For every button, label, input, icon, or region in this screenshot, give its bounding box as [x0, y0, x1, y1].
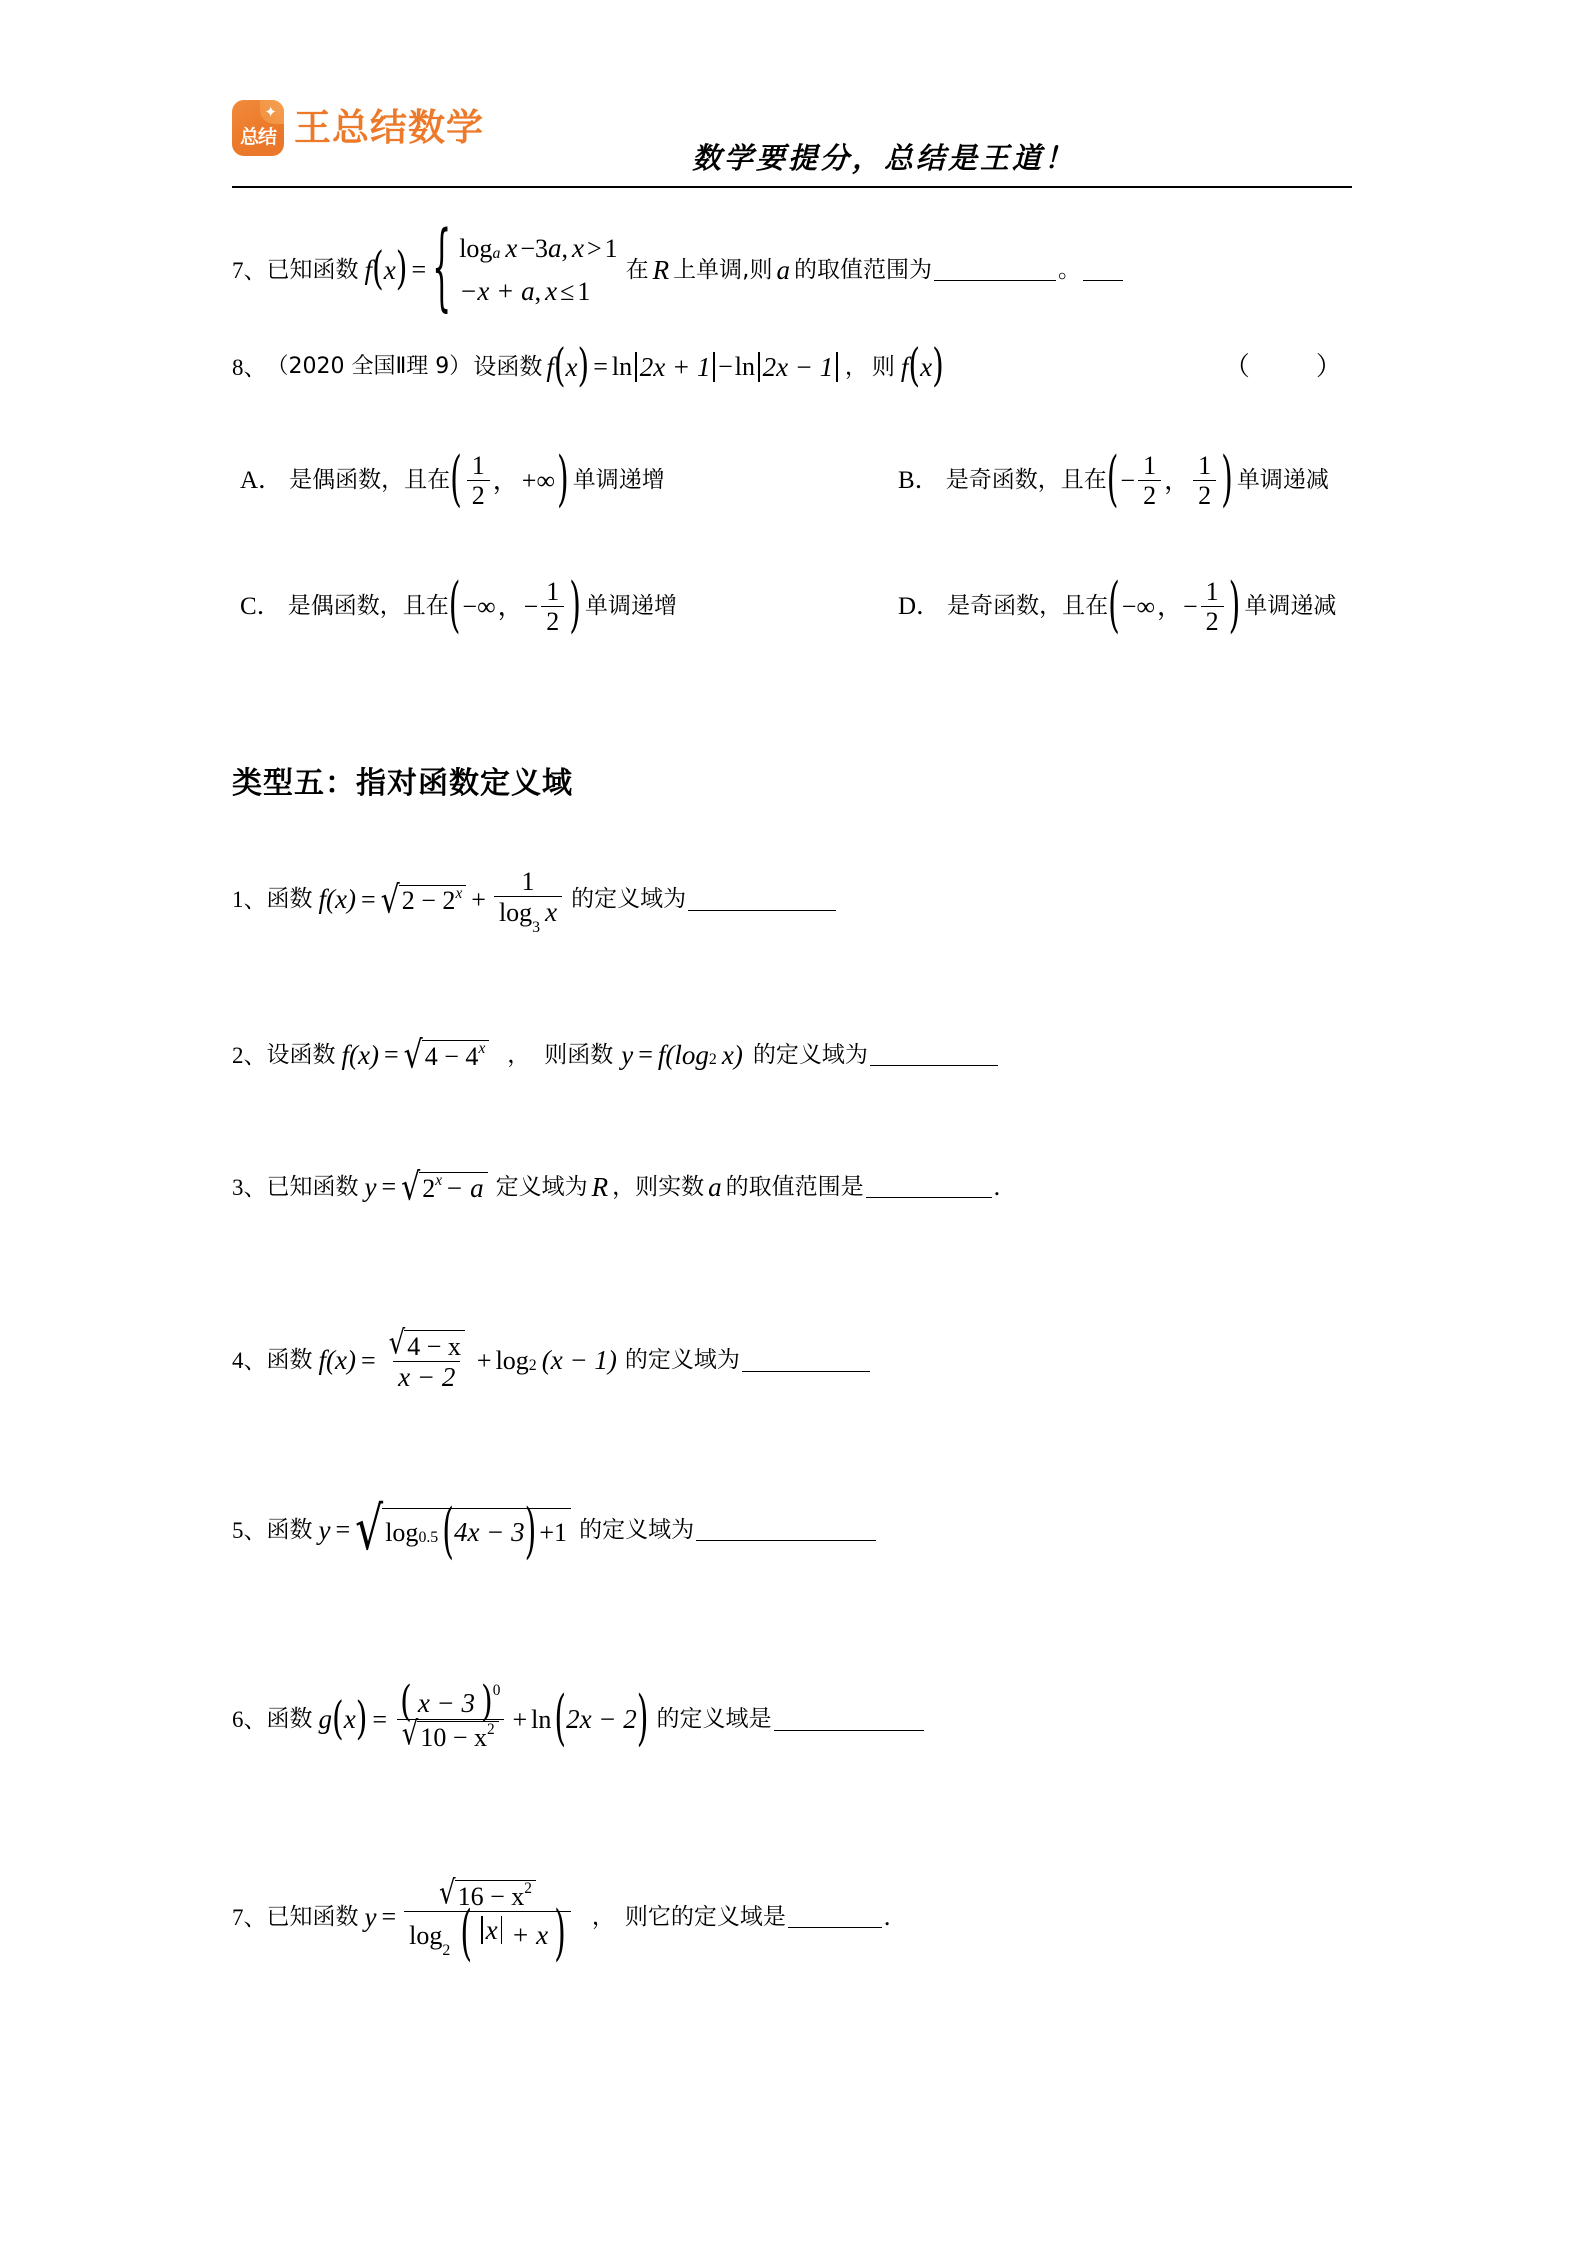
d2-exponent: x	[478, 1039, 486, 1057]
denominator: 2	[541, 606, 564, 635]
d1-number: 1、	[232, 887, 267, 913]
d1-function: f(x)	[318, 884, 356, 915]
interval-separator: ，	[1156, 591, 1183, 621]
case2-cond-value: 1	[577, 276, 591, 306]
question-8-number: 8、	[232, 354, 267, 380]
paren-open: (	[332, 1692, 344, 1746]
d2-y: y	[621, 1039, 634, 1070]
radical-icon: √	[401, 1716, 419, 1754]
d2-answer-blank[interactable]	[870, 1044, 998, 1066]
equals-sign: =	[360, 1345, 376, 1375]
log-argument: x	[545, 897, 558, 928]
equals-sign: =	[381, 1172, 397, 1201]
case1-cond-var: x	[572, 233, 584, 263]
f-argument-group	[553, 340, 590, 393]
option-d-trend: 单调递减	[1244, 593, 1337, 620]
case2-cond-var: x	[545, 276, 558, 306]
log-operator: log	[459, 233, 493, 263]
equals-sign-2: =	[638, 1040, 653, 1069]
minus-operator: −	[718, 352, 733, 381]
d6-num-expr: x − 3	[417, 1688, 476, 1718]
function-symbol-f: f	[364, 254, 373, 285]
option-a-label: A．	[240, 467, 284, 495]
d6-tail: 的定义域是	[656, 1706, 772, 1733]
d2-composite-arg: x)	[721, 1039, 743, 1070]
fraction-one-half-upper	[1193, 452, 1216, 510]
d2-comma: ，	[507, 1041, 531, 1068]
option-a-trend: 单调递增	[572, 467, 665, 494]
denominator: 2	[1201, 606, 1224, 635]
d2-function: f(x)	[341, 1039, 379, 1070]
d2-radicand: 4 − 4	[424, 1041, 479, 1071]
numerator: 1	[1198, 451, 1212, 480]
log-operator: log	[385, 1517, 419, 1547]
d1-fraction	[494, 867, 562, 937]
case2-expression: −x + a	[459, 276, 535, 306]
paren-open: (	[553, 340, 566, 393]
paren-close: )	[395, 243, 408, 296]
real-set-R: R	[591, 1171, 609, 1202]
d2-sqrt	[403, 1033, 490, 1078]
equals-sign: =	[335, 1515, 351, 1544]
d6-answer-blank[interactable]	[774, 1709, 924, 1731]
question-8-option-d[interactable]	[898, 570, 1337, 641]
q8-answer-brackets[interactable]: （ ）	[1223, 352, 1362, 381]
section-heading: 类型五：指对函数定义域	[232, 766, 573, 801]
question-8-lead: 设函数	[473, 353, 543, 380]
d7-num-exponent: 2	[524, 1879, 532, 1897]
paren-close: )	[554, 1899, 566, 1970]
d6-number: 6、	[232, 1707, 267, 1733]
d6-den-exponent: 2	[487, 1720, 495, 1738]
d6-lead: 函数	[266, 1706, 313, 1733]
d5-plus-one: +1	[539, 1517, 568, 1547]
question-8-option-a[interactable]	[240, 444, 665, 515]
d6-function-g: g	[318, 1704, 332, 1735]
option-b-parity: 是奇函数，且在	[945, 467, 1107, 494]
g-argument-group	[332, 1692, 368, 1746]
question-8-option-c[interactable]	[240, 570, 678, 641]
denominator: 2	[467, 480, 490, 509]
option-b-trend: 单调递减	[1236, 467, 1329, 494]
case2-comma: ,	[534, 276, 542, 306]
denominator	[397, 1716, 504, 1754]
ln-operator: ln	[531, 1704, 552, 1734]
option-a-interval	[450, 444, 569, 515]
plus-operator: +	[476, 1345, 492, 1375]
equals-sign: =	[383, 1040, 399, 1069]
equals-sign: =	[372, 1704, 388, 1734]
log-base: 2	[708, 1051, 717, 1069]
variable-x: x	[383, 254, 396, 285]
numerator	[434, 1874, 541, 1913]
domain-question-7	[232, 1874, 891, 1970]
log-base: 2	[442, 1942, 451, 1960]
radical-icon: √	[439, 1874, 456, 1913]
numerator: 1	[1205, 577, 1219, 606]
logo-badge-label: 总结	[239, 126, 276, 148]
paren-close: )	[524, 1496, 537, 1567]
numerator	[384, 1324, 470, 1363]
d4-sqrt	[388, 1324, 465, 1363]
d3-exponent: x	[435, 1171, 443, 1189]
question-8	[232, 340, 1362, 393]
radical-icon: √	[401, 1165, 421, 1210]
d1-exponent: x	[455, 884, 463, 902]
ln-operator-1: ln	[611, 352, 633, 381]
option-c-trend: 单调递增	[585, 593, 678, 620]
header-divider	[232, 186, 1352, 188]
d3-radicand-tail: − a	[445, 1173, 484, 1203]
denominator	[404, 1899, 571, 1970]
numerator: 1	[521, 867, 535, 896]
option-d-parity: 是奇函数，且在	[947, 593, 1109, 620]
q7-answer-blank-tail[interactable]	[1083, 259, 1123, 281]
abs-group	[478, 1913, 505, 1947]
option-d-label: D．	[898, 593, 942, 621]
q7-answer-blank[interactable]	[934, 259, 1056, 281]
variable-x: x	[920, 351, 933, 382]
d7-sqrt	[439, 1874, 536, 1913]
real-set-R: R	[652, 254, 670, 285]
d7-fraction	[404, 1874, 571, 1970]
abs-inner: x	[485, 1915, 498, 1946]
negative-sign: −	[1183, 591, 1198, 621]
ln-operator-2: ln	[734, 352, 755, 381]
param-a: a	[776, 254, 790, 285]
question-7	[232, 213, 1125, 324]
d3-radicand-base: 2	[422, 1173, 436, 1203]
d7-comma: ，	[591, 1903, 615, 1930]
log-operator: log	[409, 1921, 443, 1951]
denominator: x − 2	[393, 1361, 460, 1391]
d4-lead: 函数	[266, 1347, 313, 1374]
numerator	[395, 1677, 505, 1727]
paren-close: )	[355, 1692, 368, 1746]
d3-then: 则实数	[635, 1173, 705, 1200]
case1-relation: >	[587, 233, 602, 263]
radical-icon: √	[388, 1324, 406, 1363]
q8-then: 则	[871, 353, 895, 380]
interval-separator: ，	[1164, 465, 1191, 495]
equals-sign: =	[593, 352, 608, 381]
f-argument-group-2	[908, 340, 944, 393]
d4-tail: 的定义域为	[624, 1347, 740, 1374]
numerator: 1	[1143, 451, 1157, 480]
d1-tail: 的定义域为	[571, 886, 687, 913]
domain-question-5	[232, 1494, 878, 1567]
abs-inner-1: 2x + 1	[639, 351, 711, 382]
radical-icon: √	[380, 878, 400, 923]
abs-inner-2: 2x − 1	[762, 351, 834, 382]
d7-num-radicand: 16 − x	[457, 1882, 525, 1911]
paren-open: (	[450, 444, 462, 515]
function-symbol-f: f	[546, 351, 554, 382]
fraction-one-half	[541, 578, 564, 636]
plus-operator: +	[512, 1704, 528, 1734]
denominator: 2	[1193, 480, 1216, 509]
paren-close: )	[1221, 444, 1233, 515]
log-base: 3	[532, 919, 541, 937]
paren-close: )	[569, 570, 582, 641]
d4-answer-blank[interactable]	[742, 1350, 870, 1372]
option-a-parity: 是偶函数，且在	[289, 467, 451, 494]
brand-tagline: 数学要提分，总结是王道！	[692, 141, 1077, 175]
d5-answer-blank[interactable]	[696, 1519, 876, 1541]
log-operator: log	[498, 898, 533, 928]
d5-number: 5、	[232, 1517, 267, 1543]
equals-sign: =	[360, 884, 376, 914]
d5-lead: 函数	[266, 1516, 313, 1543]
brand-name: 王总结数学	[294, 105, 484, 149]
paren-open: (	[1106, 444, 1119, 515]
d1-answer-blank[interactable]	[688, 889, 836, 911]
piecewise-case-1	[459, 235, 617, 262]
piecewise-case-2	[459, 278, 617, 305]
d3-answer-blank[interactable]	[866, 1176, 992, 1198]
paren-close: )	[636, 1683, 649, 1754]
d7-tail: 则它的定义域是	[624, 1903, 786, 1930]
case2-relation: ≤	[560, 276, 575, 306]
coef-a: a	[548, 233, 562, 263]
d6-den-radicand: 10 − x	[420, 1723, 488, 1753]
question-7-lead: 已知函数	[266, 256, 359, 283]
brace-icon: {	[432, 213, 452, 324]
interval-upper: +∞	[521, 465, 555, 495]
paren-close: )	[481, 1677, 493, 1727]
d1-sqrt	[380, 878, 467, 923]
log-operator: log	[495, 1345, 529, 1375]
logo-badge-icon	[232, 100, 284, 156]
domain-question-4	[232, 1324, 872, 1393]
radical-icon: √	[403, 1033, 423, 1078]
log-base: 0.5	[418, 1528, 439, 1546]
d7-period: .	[883, 1902, 891, 1932]
domain-question-6	[232, 1677, 926, 1754]
negative-sign: −	[523, 591, 539, 621]
piecewise-cases	[430, 213, 618, 324]
sparkle-icon: ✦	[264, 103, 277, 121]
interval-lower: −∞	[1121, 591, 1155, 621]
abs-group-2	[755, 352, 841, 382]
d5-y: y	[318, 1514, 331, 1545]
case1-comma: ,	[561, 233, 569, 263]
paren-open: (	[400, 1677, 412, 1727]
option-b-label: B．	[898, 467, 940, 495]
paren-close: )	[932, 340, 944, 393]
d3-y: y	[364, 1171, 377, 1202]
paren-open: (	[460, 1899, 473, 1970]
d4-number: 4、	[232, 1348, 267, 1374]
option-c-parity: 是偶函数，且在	[287, 593, 449, 620]
question-8-option-b[interactable]	[898, 444, 1329, 515]
option-c-interval	[448, 570, 582, 641]
paren-open: (	[1108, 570, 1120, 641]
domain-question-1	[232, 867, 838, 937]
denominator	[494, 896, 562, 937]
paren-open: (	[908, 340, 921, 393]
fraction-one-half	[467, 452, 490, 510]
paren-open: (	[448, 570, 461, 641]
question-8-source: （2020 全国Ⅱ理 9）	[266, 354, 472, 379]
q7-tail-3: 的取值范围为	[793, 256, 932, 283]
paren-open: (	[372, 243, 384, 296]
minus-three: −3	[520, 233, 549, 263]
equals-sign: =	[411, 255, 427, 284]
q8-comma: ，	[844, 353, 868, 380]
d4-num-radicand: 4 − x	[407, 1332, 461, 1361]
param-a: a	[708, 1171, 722, 1202]
domain-question-3	[232, 1165, 1001, 1210]
fraction-one-half	[1201, 578, 1224, 636]
d3-period: .	[993, 1172, 1001, 1201]
option-c-label: C．	[240, 593, 282, 621]
d7-y: y	[364, 1901, 377, 1932]
option-b-interval	[1106, 444, 1233, 515]
interval-separator: ，	[492, 465, 519, 495]
abs-group-1	[632, 352, 718, 382]
radical-icon: √	[355, 1494, 384, 1564]
case1-cond-value: 1	[604, 233, 618, 263]
d3-sqrt	[401, 1165, 487, 1210]
f-argument-group	[372, 243, 408, 296]
paren-close: )	[577, 340, 590, 393]
interval-lower: −∞	[462, 591, 496, 621]
d2-then: 则函数	[544, 1041, 614, 1068]
page-header	[232, 100, 1352, 190]
log-base: 2	[528, 1356, 537, 1374]
option-d-interval	[1108, 570, 1241, 641]
log-argument: (x − 1)	[541, 1345, 617, 1376]
ln-argument: 2x − 2	[566, 1704, 637, 1735]
paren-close: )	[557, 444, 569, 515]
brand-logo	[232, 100, 484, 156]
equals-sign: =	[381, 1902, 397, 1932]
log-argument: 4x − 3	[453, 1517, 525, 1547]
log-argument: x	[505, 233, 518, 263]
fraction-one-half-lower	[1138, 452, 1161, 510]
d3-number: 3、	[232, 1174, 267, 1200]
d1-radicand: 2 − 2	[401, 886, 456, 916]
d6-num-exponent: 0	[492, 1682, 501, 1699]
variable-x: x	[565, 351, 578, 382]
paren-close: )	[1228, 570, 1241, 641]
d7-lead: 已知函数	[266, 1903, 359, 1930]
q7-tail-1: 在	[625, 256, 649, 283]
d4-function: f(x)	[318, 1345, 356, 1376]
d7-answer-blank[interactable]	[788, 1906, 882, 1928]
question-7-number: 7、	[232, 257, 267, 283]
d7-number: 7、	[232, 1904, 267, 1930]
d2-tail: 的定义域为	[752, 1041, 868, 1068]
denominator: 2	[1138, 480, 1161, 509]
d2-lead: 设函数	[266, 1041, 336, 1068]
d5-tail: 的定义域为	[579, 1516, 695, 1543]
d3-mid: 定义域为	[495, 1173, 588, 1200]
negative-sign: −	[1120, 465, 1136, 495]
d3-lead: 已知函数	[266, 1173, 359, 1200]
paren-open: (	[442, 1496, 454, 1567]
d1-lead: 函数	[266, 886, 313, 913]
paren-open: (	[554, 1683, 567, 1754]
q7-period: 。	[1057, 256, 1081, 283]
q7-tail-2: 上单调,则	[673, 256, 773, 283]
d3-comma: ，	[612, 1173, 636, 1200]
numerator: 1	[471, 451, 485, 480]
d4-fraction	[384, 1324, 470, 1393]
log-base-a: a	[492, 244, 501, 262]
d7-den-plus: + x	[511, 1920, 549, 1951]
variable-x: x	[343, 1704, 356, 1735]
domain-question-2	[232, 1033, 1000, 1078]
interval-separator: ，	[497, 591, 524, 621]
d6-fraction	[395, 1677, 505, 1754]
d5-sqrt	[355, 1494, 571, 1567]
d2-number: 2、	[232, 1042, 267, 1068]
d2-composite-fn: f(log	[657, 1039, 709, 1070]
numerator: 1	[546, 577, 560, 606]
d3-tail: 的取值范围是	[725, 1173, 864, 1200]
plus-operator: +	[471, 884, 486, 914]
function-symbol-f-2: f	[900, 351, 909, 382]
